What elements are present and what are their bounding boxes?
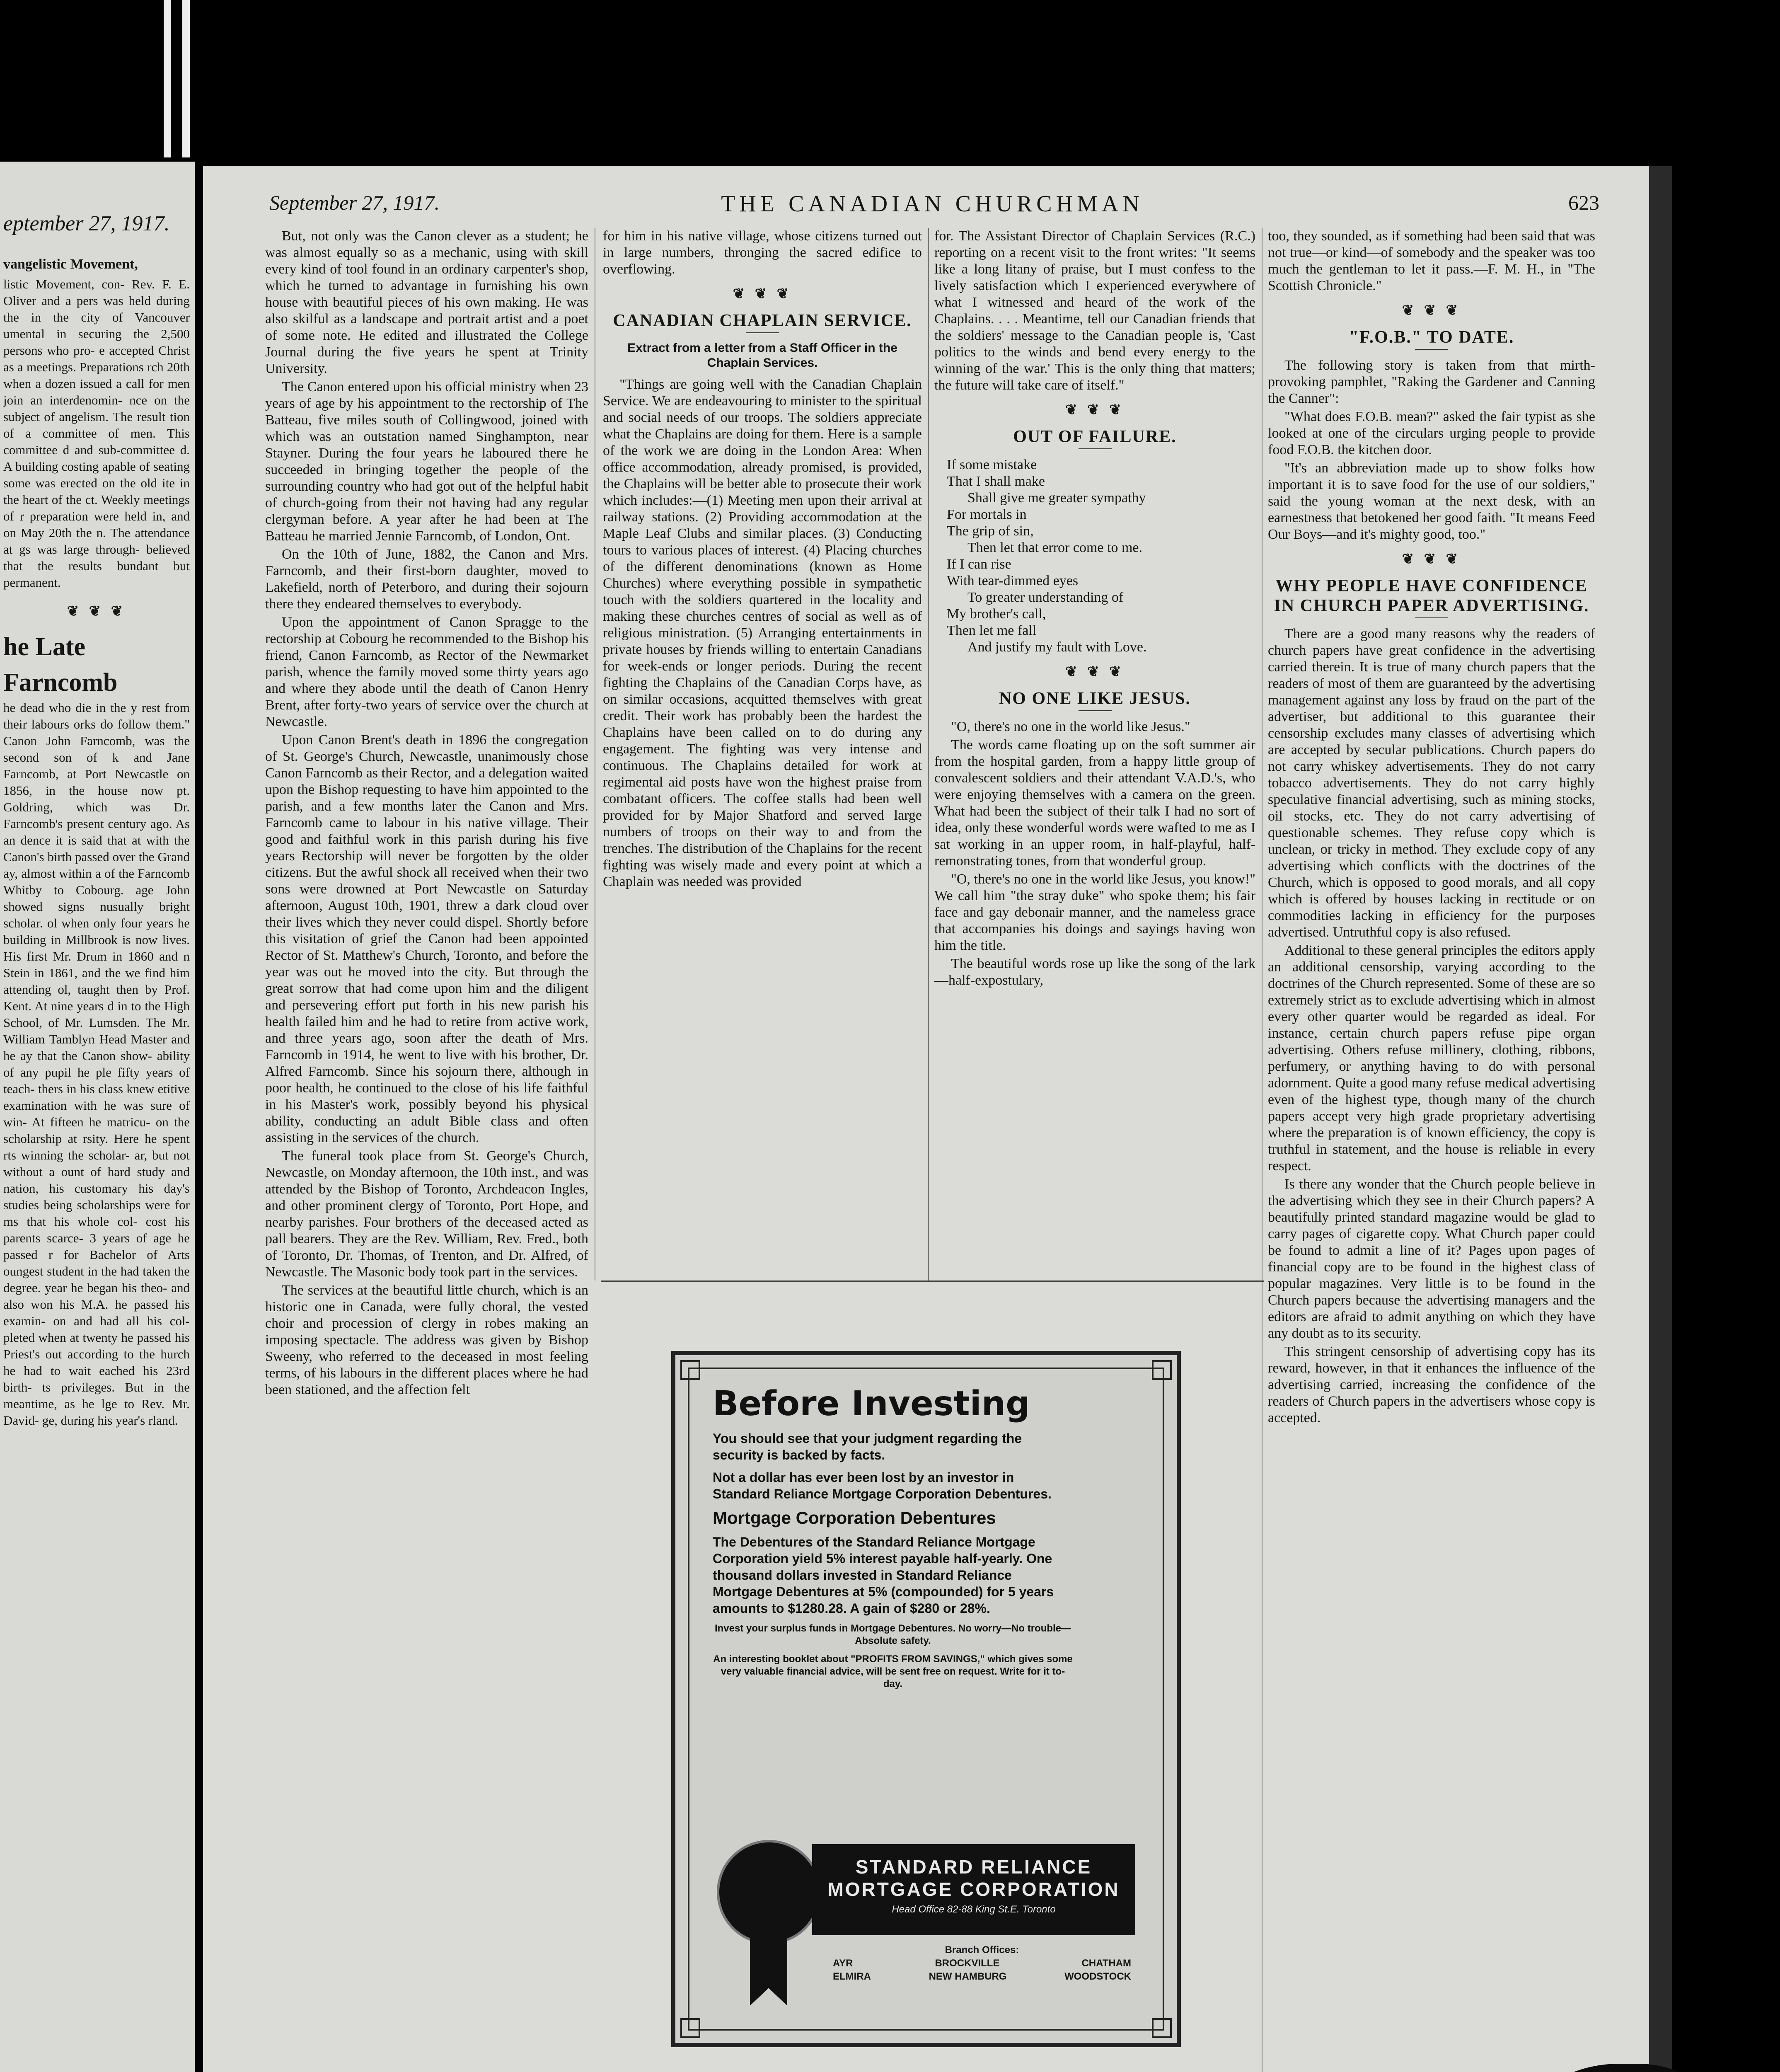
article-paragraph: "What does F.O.B. mean?" asked the fair typist as she looked at one of the circulars urging people to provide food F.O.B. the kitchen door. (1268, 409, 1595, 457)
running-header (203, 191, 1661, 220)
article-paragraph: There are a good many reasons why the readers of church papers have great confidence in the advertising carried therein. It is true of many church papers that the readers of most of them are guaranteed by the advertising management against any loss by fraud on the part of the advertiser, but additional to this guarantee their censorship excludes many classes of advertising which are accepted by secular publications. Church papers do not carry whiskey advertisements. They do not carry tobacco advertisements. They do not carry highly speculative financial advertising, such as mining stocks, oil stocks, etc. They do not carry advertising of questionable schemes. They refuse copy which is unclean, or tricky in method. They exclude copy of any advertising which conflicts with the doctrines of the Church, which is opposed to good morals, and all copy which is offered by houses lacking in rectitude or on commodities lacking in efficiency for the purposes advertised. Untruthful copy is also refused. (1268, 626, 1595, 940)
masthead-title: THE CANADIAN CHURCHMAN (721, 191, 1144, 217)
advertisement-standard-reliance (671, 1351, 1181, 2047)
ornament-divider: ❦ ❦ ❦ (1402, 552, 1461, 567)
poem-line: And justify my fault with Love. (967, 639, 1147, 655)
poem-line: If I can rise (947, 557, 1011, 572)
poem-line: If some mistake (947, 457, 1037, 472)
branch-row (833, 1957, 1131, 1970)
border-corner-ornament (680, 2018, 700, 2038)
ad-paragraph: The Debentures of the Standard Reliance Mortgage Corporation yield 5% interest payable half-yearly. One thousand dollars invested in Standard Reliance Mortgage Debentures at 5% (compounded) for 5 years amounts to $1280.28. A gain of $280 or 28%. (713, 1535, 1054, 1616)
poem-line: My brother's call, (947, 606, 1046, 622)
film-marker-top-left (164, 0, 171, 157)
obituary-heading-line1: he Late (3, 633, 86, 661)
article-paragraph: This stringent censorship of advertising copy has its reward, however, in that it enhances the influence of the advertising carried, increasing the confidence of the readers of Church papers in the advertisers whose copy is accepted. (1268, 1344, 1595, 1426)
heading-rule (1079, 710, 1112, 711)
poem-line: Then let me fall (947, 623, 1037, 638)
ad-booklet-offer: An interesting booklet about "PROFITS FROM SAVINGS," which gives some very valuable financial advice, will be sent free on request. Write for it to-day. (713, 1653, 1073, 1690)
column-4 (1268, 228, 1595, 1428)
advertisement-copy (713, 1384, 1073, 1696)
article-paragraph: "Things are going well with the Canadian Chaplain Service. We are endeavouring to minister to the spiritual and social needs of our troops. The soldiers appreciate what the Chaplains are doing for them. Here is a sample of the work we are doing in the London Area: When office accommodation, already promised, is provided, the Chaplains will be better able to prosecute their work which includes:—(1) Meeting men upon their arrival at railway stations. (2) Providing accommodation at the Maple Leaf Clubs and similar places. (3) Conducting tours to various places of interest. (4) Placing churches of the different denominations (known as Home Churches) where everything possible in sympathetic touch with the soldiers quartered in the locality and making these churches centres of social as well as of religious ministration. (5) Arranging entertainments in private houses by friends willing to entertain Canadians for week-ends or longer periods. During the recent fighting the Chaplains of the Canadian Corps have, as on similar occasions, acquitted themselves with great credit. Their work has probably been the hardest the Chaplains have been called on to do during any engagement. The fighting was very intense and continuous. The Chaplains detailed for work at regimental aid posts have won the highest praise from combatant officers. The coffee stalls had been well provided for by Major Shatford and served large numbers of troops on their way to and from the trenches. The distribution of the Chaplains for the recent fighting was wisely made and every point at which a Chaplain was needed was provided (603, 377, 922, 889)
previous-page-header: eptember 27, 1917. (3, 212, 170, 235)
advertisement-top-rule (601, 1280, 1264, 1282)
company-name-line1: STANDARD RELIANCE (855, 1856, 1092, 1878)
article-paragraph: Upon Canon Brent's death in 1896 the congregation of St. George's Church, Newcastle, unanimously chose Canon Farncomb as their Rector, and a delegation waited upon the Bishop requesting to have him appointed to the parish, and a few months later the Canon and Mrs. Farncomb came to labour in his native village. Their good and faithful work in this parish during his five years Rectorship will never be forgotten by the older citizens. But the awful shock all received when their two sons were drowned at Port Newcastle on Saturday afternoon, August 10th, 1901, threw a dark cloud over their lives which they never could dispel. Shortly before this visitation of grief the Canon had been appointed Rector of St. Matthew's Church, Toronto, and before the year was out he moved into the city. But through the great sorrow that had come upon him and the diligent and persevering effort put forth in his new parish his health failed him and he had to retire from active work, and three years ago, soon after the death of Mrs. Farncomb in 1914, he went to live with his brother, Dr. Alfred Farncomb. Since his sojourn there, although in poor health, he continued to the close of his life faithful in his Master's work, possibly beyond his physical ability, conducting an adult Bible class and often assisting in the services of the church. (265, 732, 588, 1145)
previous-page-fragment (0, 162, 195, 2072)
ornament-divider: ❦ ❦ ❦ (733, 286, 792, 302)
poem (947, 457, 1255, 656)
obituary-heading-line2: Farncomb (3, 668, 118, 697)
heading-rule (746, 332, 779, 333)
branch-offices-label: Branch Offices: (945, 1944, 1019, 1956)
poem-line: The grip of sin, (947, 523, 1034, 539)
ad-tagline: Invest your surplus funds in Mortgage Debentures. No worry—No trouble—Absolute safety. (714, 1623, 1071, 1646)
article-paragraph: too, they sounded, as if something had been said that was not true—or kind—of somebody and the speaker was too much the gentleman to let it pass.—F. M. H., in "The Scottish Chronicle." (1268, 228, 1595, 293)
ornament-divider: ❦ ❦ ❦ (1065, 402, 1125, 418)
article-paragraph: "It's an abbreviation made up to show folks how important it is to save food for the use of our soldiers," said the young woman at the next desk, with an earnestness that betokened her good faith. "It means Feed Our Boys—and it's mighty good, too." (1268, 460, 1595, 542)
article-paragraph: On the 10th of June, 1882, the Canon and Mrs. Farncomb, and their first-born daughter, moved to Lakefield, north of Peterboro, and during their sojourn there they endeared themselves to everybody. (265, 547, 588, 612)
article-paragraph: for him in his native village, whose citizens turned out in large numbers, thronging the sacred edifice to overflowing. (603, 228, 922, 277)
column-rule (928, 228, 929, 1280)
ad-title: Before Investing (713, 1384, 1030, 1423)
article-heading: WHY PEOPLE HAVE CONFIDENCE IN CHURCH PAPER ADVERTISING. (1274, 576, 1589, 615)
article-paragraph: Is there any wonder that the Church people believe in the advertising which they see in their Church papers? A beautifully printed standard magazine would be glad to carry pages of cigarette copy. What Church paper could be found to admit a line of it? Pages upon pages of financial copy are to be found in the highest class of popular magazines. Very little is to be found in the Church papers because the advertising managers and the editors are afraid to admit anything on which they have any doubt as to its security. (1268, 1176, 1595, 1341)
company-seal-icon (717, 1840, 821, 1944)
branch-name: AYR (833, 1958, 853, 1969)
branch-row (833, 1970, 1131, 1983)
previous-section-heading: vangelistic Movement, (3, 257, 138, 272)
poem-line: With tear-dimmed eyes (947, 573, 1079, 588)
border-corner-ornament (1152, 2018, 1172, 2038)
article-heading: CANADIAN CHAPLAIN SERVICE. (613, 311, 912, 330)
ornament-divider: ❦ ❦ ❦ (1402, 303, 1461, 318)
article-paragraph: Upon the appointment of Canon Spragge to the rectorship at Cobourg he recommended to the Bishop his friend, Canon Farncomb, as Rector of the Newmarket parish, whence the family moved some thirty years ago and where they abode until the death of Canon Henry Brent, after forty-two years of service over the church at Newcastle. (265, 615, 588, 729)
film-marker-top-right (182, 0, 190, 157)
scanner-margin (1672, 0, 1780, 2072)
company-name-line2: MORTGAGE CORPORATION (827, 1878, 1120, 1900)
ad-paragraph: Not a dollar has ever been lost by an investor in Standard Reliance Mortgage Corporation Debentures. (713, 1470, 1052, 1501)
branch-name: WOODSTOCK (1064, 1971, 1131, 1982)
article-paragraph: Additional to these general principles the editors apply an additional censorship, varying according to the doctrines of the Church represented. Some of these are so extremely strict as to exclude advertising which in almost every other quarter would be regarded as ideal. For instance, certain church papers refuse pipe organ advertising. Others refuse millinery, clothing, ribbons, perfumery, or anything having to do with personal adornment. Quite a good many refuse medical advertising even of the highest type, though many of the church papers accept very high grade proprietary advertising where the preparation is of known efficiency, the copy is truthful in statement, and the house is reliable in every respect. (1268, 943, 1595, 1174)
column-2 (603, 228, 922, 892)
article-paragraph: for. The Assistant Director of Chaplain Services (R.C.) reporting on a recent visit to the front writes: "It seems like a long litany of praise, but I must confess to the lively satisfaction which I experienced everywhere of what I witnessed and heard of the work of the Chaplains. . . . Meantime, tell our Canadian friends that the soldiers' message to the Canadian people is, 'Cast politics to the winds and bend every energy to the winning of the war.' This is the only thing that matters; the future will take care of itself." (934, 228, 1255, 393)
column-3 (934, 228, 1255, 990)
article-subheading: Extract from a letter from a Staff Officer in the Chaplain Services. (627, 341, 897, 370)
poem-line: Shall give me greater sympathy (967, 490, 1146, 506)
article-paragraph: "O, there's no one in the world like Jesus, you know!" We call him "the stray duke" who spoke them; his fair face and gay debonair manner, and the nameless grace that accompanies his doings and sayings having won him the title. (934, 871, 1255, 953)
article-paragraph: The Canon entered upon his official ministry when 23 years of age by his appointment to the rectorship of The Batteau, five miles south of Collingwood, joined with which was an outstation named Singhampton, near Stayner. During the four years he laboured there he succeeded in bringing together the people of the surrounding country who had got out of the helpful habit of church-going from their not having had any regular clergyman before. A year after he had been at The Batteau he married Jennie Farncomb, of London, Ont. (265, 379, 588, 544)
obituary-text: he dead who die in the y rest from their labours orks do follow them." Canon John Farncomb, was the second son of k and Jane Farncomb, at Port Newcastle on 1856, in the house now pt. Goldring, which was Dr. Farncomb's present century ago. As an dence it is said that at with the Canon's birth passed over the Grand ay, almost within a of the Farncomb Whitby to Cobourg. age John showed signs nusually bright scholar. ol when only four years he building in Millbrook is now lives. His first Mr. Drum in 1860 and n Stein in 1861, and the we find him attending ol, taught then by Prof. Kent. At nine years d in to the High School, of Mr. Lumsden. The Mr. William Tamblyn Head Master and he ay that the Canon show- ability of any pupil he ple fifty years of teach- thers in his class knew etitive examination with he was sure of win- At fifteen he matricu- on the scholarship at rsity. Here he spent rts winning the scholar- ar, but not without a ount of hard study and nation, his customary his day's studies being scholarships were for ms that his whole col- cost his parents scarce- 3 years of age he passed r for Bachelor of Arts oungest student in the had taken the degree. year he began his theo- and also won his M.A. he passed his examin- on and had all his col- pleted when at twenty he passed his Priest's out according to the hurch he had to wait eached his 23rd birth- ts privileges. But in the meantime, as he lge to Rev. Mr. David- ge, during his year's rland. (3, 700, 190, 1428)
branch-name: ELMIRA (833, 1971, 871, 1982)
ad-subtitle: Mortgage Corporation Debentures (713, 1508, 996, 1527)
article-paragraph: The services at the beautiful little church, which is an historic one in Canada, were fully choral, the vested choir and procession of clergy in robes making an imposing spectacle. The address was given by Bishop Sweeny, who referred to the deceased in most feeling terms, of his labours in the different places where he had been stationed, and the affection felt (265, 1283, 588, 1397)
article-paragraph: The following story is taken from that mirth-provoking pamphlet, "Raking the Gardener and Canning the Canner": (1268, 358, 1595, 406)
ad-paragraph: You should see that your judgment regarding the security is backed by facts. (713, 1431, 1022, 1462)
previous-section-text: listic Movement, con- Rev. F. E. Oliver and a pers was held during the in the city of Vancouver umental in securing the 2,500 persons who pro- e accepted Christ as a meetings. Preparations rch 20th when a dozen issued a call for men join an interdenomin- nce on the subject of angelism. The result tion of a committee of men. This committee d and sub-committee d. A building costing apable of seating some was erected on the old ite in the heart of the ct. Weekly meetings of r preparation were held in, and on May 20th the n. The attendance at gs was large through- believed that the results bundant but permanent. (3, 277, 190, 590)
poem-line: For mortals in (947, 507, 1027, 522)
page-number: 623 (1568, 191, 1599, 214)
article-paragraph: The words came floating up on the soft summer air from the hospital garden, from a happy little group of convalescent soldiers and their attendant V.A.D.'s, who were enjoying themselves with a camera on the green. What had been the subject of their talk I had no sort of idea, only these wonderful words were wafted to me as I sat working in an upper room, in half-playful, half-remonstrating tones, from that wonderful group. (934, 737, 1255, 869)
heading-rule (1415, 617, 1448, 618)
column-1 (265, 228, 588, 1400)
branch-name: CHATHAM (1081, 1958, 1131, 1969)
head-office-address: Head Office 82-88 King St.E. Toronto (892, 1904, 1056, 1915)
branch-offices (833, 1944, 1131, 1983)
branch-name: BROCKVILLE (935, 1958, 1000, 1969)
poem-line: That I shall make (947, 474, 1045, 489)
poem-line: To greater understanding of (967, 590, 1124, 605)
article-paragraph: "O, there's no one in the world like Jesus." (951, 719, 1190, 734)
article-paragraph: The beautiful words rose up like the song of the lark—half-expostulary, (934, 956, 1255, 988)
header-date: September 27, 1917. (269, 191, 440, 214)
ornament-divider: ❦ ❦ ❦ (1065, 664, 1125, 680)
article-paragraph: But, not only was the Canon clever as a student; he was almost equally so as a mechanic, using with skill every kind of tool found in an ordinary carpenter's shop, which he turned to advantage in furnishing his own house with beautiful pieces of his own making. He was also skilful as a landscape and portrait artist and a poet of some note. He edited and illustrated the College Journal during the five years he spent at Trinity University. (265, 228, 588, 376)
previous-page-column (3, 253, 190, 1429)
company-nameplate (812, 1844, 1135, 1935)
poem-line: Then let that error come to me. (967, 540, 1142, 555)
border-corner-ornament (1152, 1360, 1172, 1380)
article-heading: "F.O.B." TO DATE. (1349, 328, 1514, 347)
heading-rule (1415, 349, 1448, 350)
branch-name: NEW HAMBURG (929, 1971, 1007, 1982)
border-corner-ornament (680, 1360, 700, 1380)
article-paragraph: The funeral took place from St. George's Church, Newcastle, on Monday afternoon, the 10th inst., and was attended by the Bishop of Toronto, Archdeacon Ingles, and other prominent clergy of Toronto, Port Hope, and nearby parishes. Four brothers of the deceased acted as pall bearers. They are the Rev. William, Rev. Fred., both of Toronto, Dr. Thomas, of Trenton, and Dr. Alfred, of Newcastle. The Masonic body took part in the services. (265, 1148, 588, 1280)
ornament-divider: ❦ ❦ ❦ (67, 604, 126, 619)
article-heading: NO ONE LIKE JESUS. (999, 689, 1191, 708)
heading-rule (1079, 448, 1112, 449)
newspaper-page (203, 166, 1661, 2072)
poem-heading: OUT OF FAILURE. (1013, 427, 1177, 446)
